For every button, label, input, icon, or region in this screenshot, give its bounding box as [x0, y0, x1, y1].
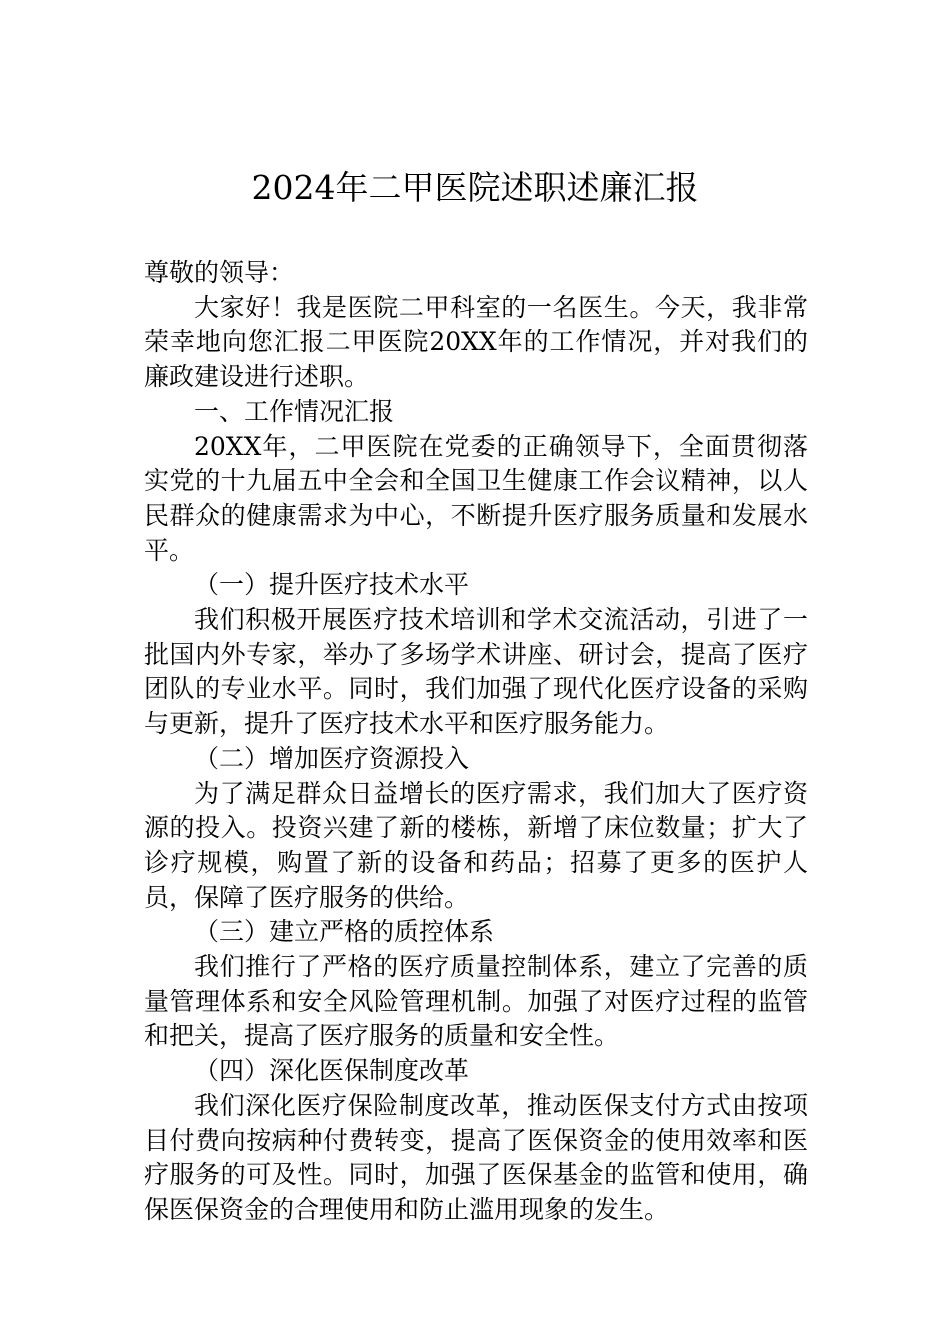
salutation: 尊敬的领导： — [144, 258, 295, 287]
subheading-resource-investment: （二）增加医疗资源投入 — [194, 743, 470, 773]
document-body — [144, 256, 808, 1228]
document-title: 2024年二甲医院述职述廉汇报 — [251, 168, 699, 207]
subheading-insurance-reform: （四）深化医保制度改革 — [194, 1056, 470, 1086]
paragraph-insurance-reform: 我们深化医疗保险制度改革，推动医保支付方式由按项目付费向按病种付费转变，提高了医保资金的使用效率和医疗服务的可及性。同时，加强了医保基金的监管和使用，确保医保资金的合理使用和防止滥用现象的发生。 — [144, 1090, 808, 1224]
paragraph-resource-investment: 为了满足群众日益增长的医疗需求，我们加大了医疗资源的投入。投资兴建了新的楼栋，新增了床位数量；扩大了诊疗规模，购置了新的设备和药品；招募了更多的医护人员，保障了医疗服务的供给。 — [144, 778, 808, 912]
subheading-medical-technology: （一）提升医疗技术水平 — [194, 570, 470, 600]
section-heading-work-report: 一、工作情况汇报 — [194, 396, 395, 426]
paragraph-overview: 20XX年，二甲医院在党委的正确领导下，全面贯彻落实党的十九届五中全会和全国卫生健康工作会议精神，以人民群众的健康需求为中心，不断提升医疗服务质量和发展水平。 — [144, 431, 808, 565]
paragraph-greeting: 大家好！我是医院二甲科室的一名医生。今天，我非常荣幸地向您汇报二甲医院20XX年的工作情况，并对我们的廉政建设进行述职。 — [144, 292, 808, 392]
paragraph-medical-technology: 我们积极开展医疗技术培训和学术交流活动，引进了一批国内外专家，举办了多场学术讲座、研讨会，提高了医疗团队的专业水平。同时，我们加强了现代化医疗设备的采购与更新，提升了医疗技术水平和医疗服务能力。 — [144, 605, 808, 739]
paragraph-quality-control: 我们推行了严格的医疗质量控制体系，建立了完善的质量管理体系和安全风险管理机制。加强了对医疗过程的监管和把关，提高了医疗服务的质量和安全性。 — [144, 952, 808, 1051]
subheading-quality-control: （三）建立严格的质控体系 — [194, 917, 495, 947]
